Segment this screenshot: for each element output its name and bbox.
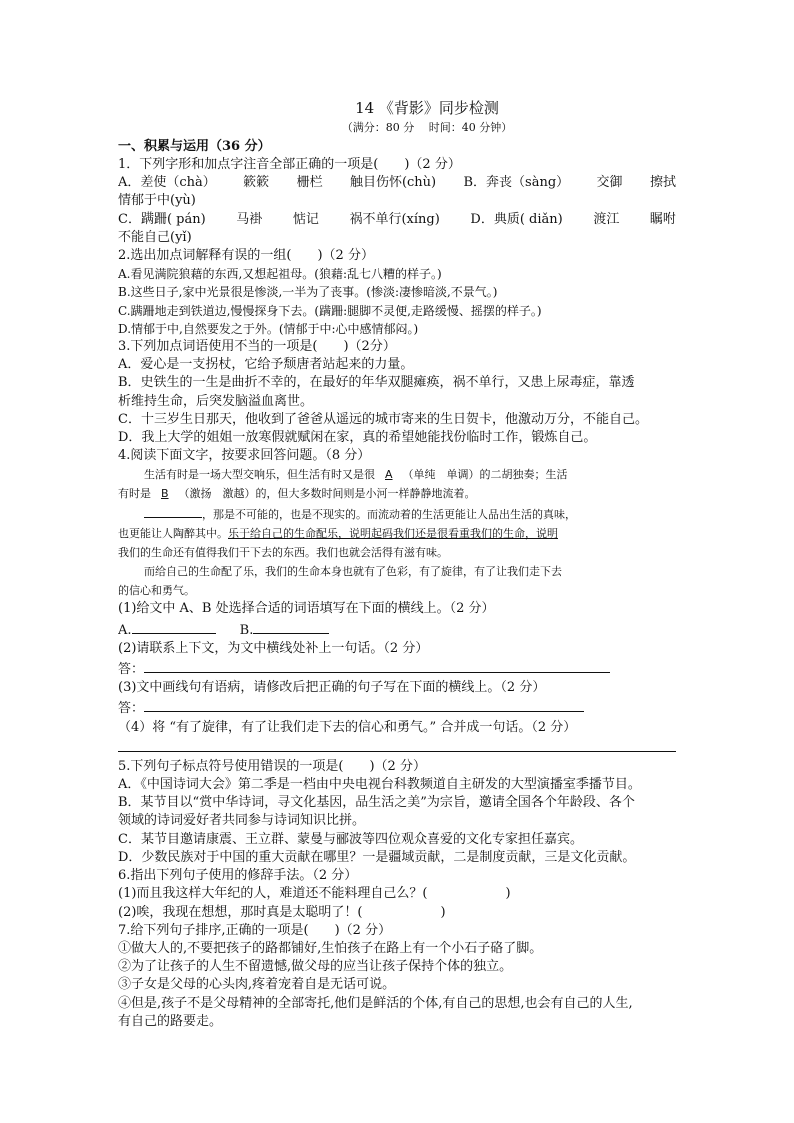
q1-row1-cont: 情郁于中(yù) [118,193,196,209]
q1-option: 惦记 [292,211,319,227]
worksheet-page [118,98,676,1031]
q1-option: 簌簌 [243,175,270,191]
q1-option: D．典质( diǎn) [470,211,563,227]
q1-option: 马褂 [236,211,263,227]
q3-stem: 3.下列加点词语使用不当的一项是( )（2分） [118,339,396,355]
q1-option: 渡江 [593,211,620,227]
q3-option-d: D．我上大学的姐姐一放寒假就赋闲在家，真的希望她能找份临时工作，锻炼自己。 [118,430,597,446]
passage-line: 而给自己的生命配了乐，我们的生命本身也就有了色彩，有了旋律，有了让我们走下去 [144,565,562,579]
q1-option: 触目伤怀(chù) [349,175,437,191]
q4-sub4: （4）将 “有了旋律，有了让我们走下去的信心和勇气。” 合并成一句话。（2 分） [118,719,577,735]
passage-line: 我们的生命还有值得我们干下去的东西。我们也就会活得有滋有味。 [118,546,448,560]
q4-sub2: (2)请联系上下文，为文中横线处补上一句话。（2 分） [118,640,429,656]
q7-sentence-2: ②为了让孩子的人生不留遗憾,做父母的应当让孩子保持个体的独立。 [118,959,513,975]
q5-stem: 5.下列句子标点符号使用错误的一项是( )（2 分） [118,758,426,774]
answer-line[interactable] [144,658,610,673]
q4-sub3-answer: 答： [118,697,676,718]
q3-option-b: B．史铁生的一生是曲折不幸的，在最好的年华双腿瘫痪，祸不单行，又患上尿毒症，靠透 [118,375,635,391]
q6-sentence-1: (1)而且我这样大年纪的人，难道还不能料理自己么？( ) [118,886,511,902]
q1-option: A．差使（chà） [118,175,216,191]
answer-line-a[interactable] [132,619,216,634]
q1-row2 [118,211,676,229]
q2-option-c: C.蹒跚地走到铁道边,慢慢探身下去。(蹒跚:腿脚不灵便,走路缓慢、摇摆的样子。) [118,303,542,318]
q6-sentence-2: (2)唉，我现在想想，那时真是太聪明了！( ) [118,904,446,920]
q3-option-a: A．爱心是一支拐杖，它给予颓唐者站起来的力量。 [118,357,414,373]
underlined-sentence: 乐于给自己的生命配乐，说明起码我们还是很看重我们的生命，说明 [228,527,558,541]
page-subtitle: （满分：80 分 时间：40 分钟） [341,121,513,134]
q3-option-c: C．十三岁生日那天，他收到了爸爸从遥远的城市寄来的生日贺卡，他激动万分，不能自己。 [118,411,648,427]
q1-option: 栅栏 [296,175,323,191]
q7-sentence-3: ③子女是父母的心头肉,疼着宠着自是无话可说。 [118,977,396,993]
q1-stem: 1．下列字形和加点字注音全部正确的一项是( )（2 分） [118,157,461,172]
q2-option-d: D.情郁于中,自然要发之于外。(情郁于中:心中感情郁闷。) [118,321,419,336]
q1-option: B．奔丧（sàng） [463,175,570,191]
q4-sub1-answer: A. B. [118,619,676,640]
q5-option-c: C．某节目邀请康震、王立群、蒙曼与郦波等四位观众喜爱的文化专家担任嘉宾。 [118,831,583,847]
q1-row2-cont: 不能自己(yǐ) [118,229,192,245]
q2-option-b: B.这些日子,家中光景很是惨淡,一半为了丧事。(惨淡:凄惨暗淡,不景气。) [118,285,498,300]
q1-option: 祸不单行(xíng) [349,211,440,227]
q7-sentence-4-cont: 有自己的路要走。 [118,1013,223,1029]
q1-option: C．蹒跚( pán) [118,211,206,227]
section-heading: 一、积累与运用（36 分） [118,139,271,154]
passage-blank [144,503,202,518]
q4-sub1: (1)给文中 A、B 处选择合适的词语填写在下面的横线上。（2 分） [118,601,495,617]
passage-line: ，那是不可能的，也是不现实的。而流动着的生活更能让人品出生活的真味， [118,503,676,524]
answer-line-full[interactable] [118,737,676,752]
passage-line: 有时是 B （激扬 激越）的，但大多数时间则是小河一样静静地流着。 [118,487,476,501]
passage-line: 生活有时是一场大型交响乐，但生活有时又是很 A （单纯 单调）的二胡独奏；生活 [144,468,568,482]
q7-sentence-1: ①做大人的,不要把孩子的路都铺好,生怕孩子在路上有一个小石子硌了脚。 [118,940,543,956]
q4-sub2-answer: 答： [118,658,676,679]
q4-sub3: (3)文中画线句有语病，请修改后把正确的句子写在下面的横线上。（2 分） [118,680,546,696]
q5-option-b-cont: 领域的诗词爱好者共同参与诗词知识比拼。 [118,813,366,829]
q3-option-b-cont: 析维持生命，后突发脑溢血离世。 [118,393,314,409]
passage-line: 的信心和勇气。 [118,584,195,598]
q7-sentence-4: ④但是,孩子不是父母精神的全部寄托,他们是鲜活的个体,有自己的思想,也会有自己的人生, [118,995,633,1011]
blank-b: B [161,487,169,501]
answer-line-b[interactable] [253,619,329,634]
q7-stem: 7.给下列句子排序,正确的一项是( )（2 分） [118,922,392,938]
q1-option: 擦拭 [649,175,676,191]
q1-row1 [118,174,676,192]
q1-option: 瞩咐 [649,211,676,227]
q1-option: 交御 [596,175,623,191]
q5-option-d: D．少数民族对于中国的重大贡献在哪里？一是疆域贡献，二是制度贡献，三是文化贡献。 [118,849,636,865]
q2-stem: 2.选出加点词解释有误的一组( )（2 分） [118,248,374,264]
q2-option-a: A.看见满院狼藉的东西,又想起祖母。(狼藉:乱七八糟的样子。) [118,267,442,282]
blank-a: A [385,468,393,482]
q6-stem: 6.指出下列句子使用的修辞手法。（2 分） [118,868,358,884]
passage-line: 也更能让人陶醉其中。乐于给自己的生命配乐，说明起码我们还是很看重我们的生命，说明 [118,527,558,541]
q5-option-b: B．某节目以“赏中华诗词，寻文化基因，品生活之美”为宗旨，邀请全国各个年龄段、各个 [118,795,635,811]
q4-stem: 4.阅读下面文字，按要求回答问题。（8 分） [118,448,371,464]
answer-line[interactable] [144,697,584,712]
page-title: 14 《背影》同步检测 [355,99,499,117]
q5-option-a: A．《中国诗词大会》第二季是一档由中央电视台科教频道自主研发的大型演播室季播节目。 [118,777,641,793]
